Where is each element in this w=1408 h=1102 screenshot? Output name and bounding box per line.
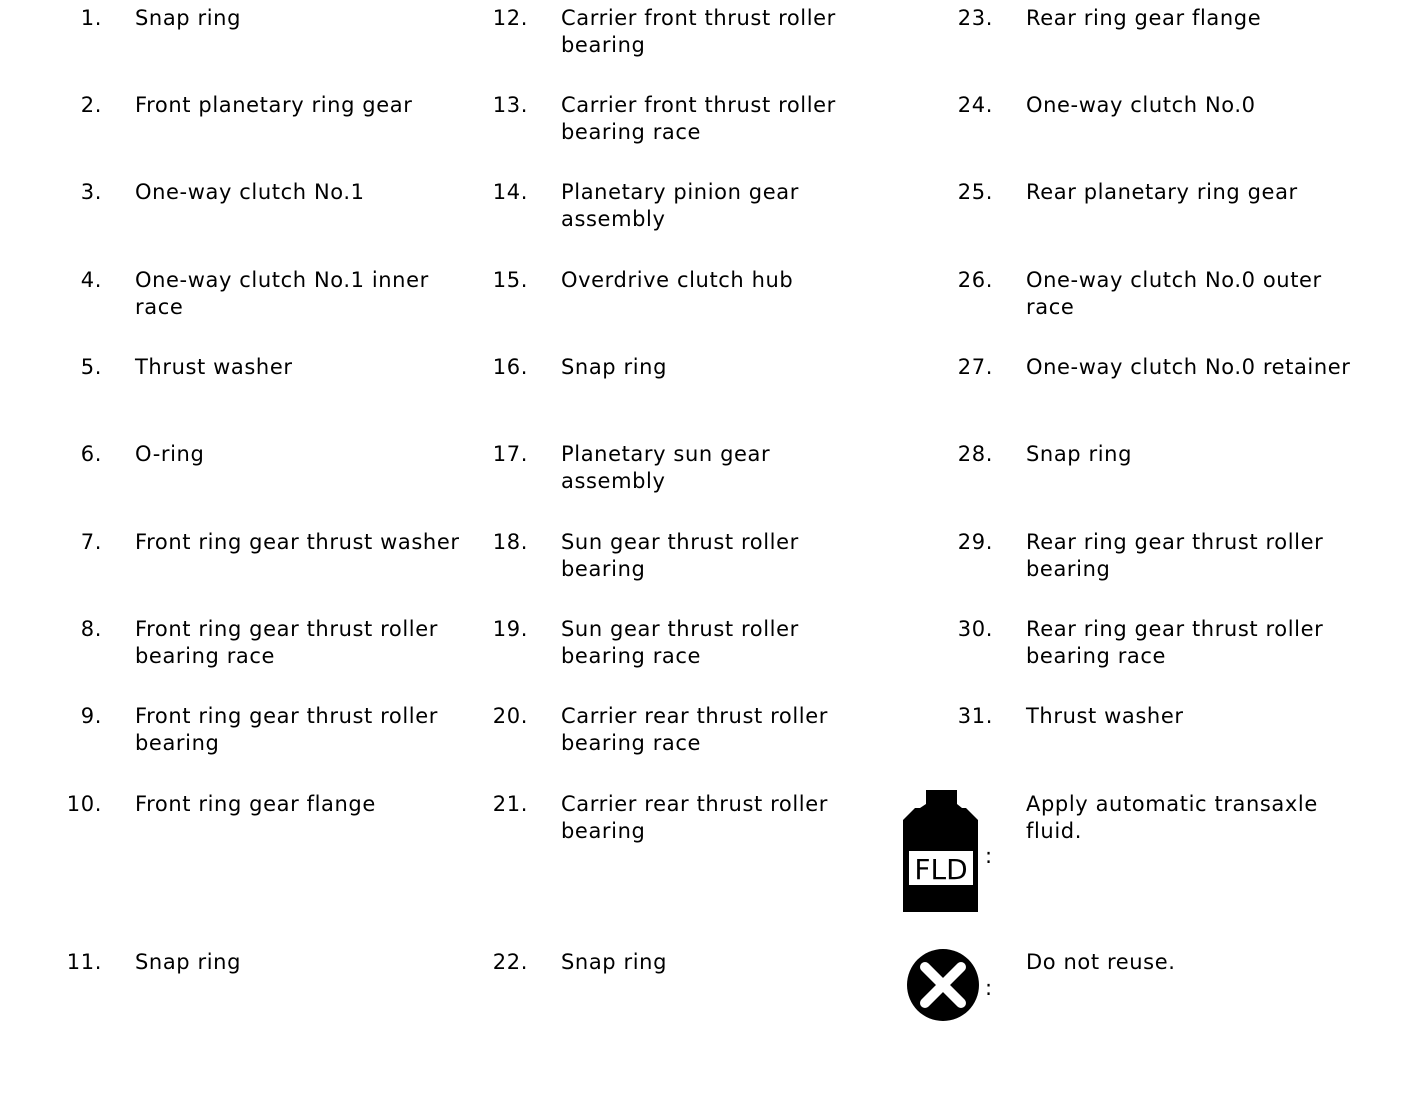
item-label: Front ring gear thrust roller bearing: [135, 704, 438, 755]
item-label: Carrier front thrust roller bearing: [561, 6, 836, 57]
item-label: Rear ring gear thrust roller bearing race: [1026, 617, 1324, 668]
item-label: Rear ring gear flange: [1026, 6, 1262, 30]
item-label: Overdrive clutch hub: [561, 268, 794, 292]
item-number: 7.: [80, 530, 102, 554]
item-label: Rear planetary ring gear: [1026, 180, 1298, 204]
item-label: Planetary pinion gear assembly: [561, 180, 799, 231]
item-number: 17.: [492, 442, 528, 466]
item-label: Front planetary ring gear: [135, 93, 413, 117]
item-number: 10.: [66, 792, 102, 816]
item-label: One-way clutch No.1 inner race: [135, 268, 429, 319]
item-label: Rear ring gear thrust roller bearing: [1026, 530, 1324, 581]
item-label: Snap ring: [135, 950, 242, 974]
item-number: 12.: [492, 6, 528, 30]
item-number: 23.: [957, 6, 993, 30]
item-number: 31.: [957, 704, 993, 728]
item-number: 25.: [957, 180, 993, 204]
item-number: 16.: [492, 355, 528, 379]
item-number: 21.: [492, 792, 528, 816]
item-label: Sun gear thrust roller bearing: [561, 530, 799, 581]
item-number: 29.: [957, 530, 993, 554]
symbol-colon: :: [985, 976, 993, 1000]
item-number: 20.: [492, 704, 528, 728]
symbol-colon: :: [985, 844, 993, 868]
item-number: 30.: [957, 617, 993, 641]
item-number: 5.: [80, 355, 102, 379]
item-number: 6.: [80, 442, 102, 466]
item-number: 4.: [80, 268, 102, 292]
symbol-no-reuse-row: [0, 944, 1408, 1034]
item-label: Front ring gear thrust roller bearing race: [135, 617, 438, 668]
fluid-bottle-icon-text: FLD: [914, 853, 968, 886]
item-label: One-way clutch No.0 retainer: [1026, 355, 1351, 379]
item-label: One-way clutch No.1: [135, 180, 365, 204]
item-label: Snap ring: [135, 6, 242, 30]
item-number: 14.: [492, 180, 528, 204]
symbol-label: Apply automatic transaxle fluid.: [1026, 792, 1318, 843]
item-label: Front ring gear flange: [135, 792, 376, 816]
item-number: 15.: [492, 268, 528, 292]
item-number: 13.: [492, 93, 528, 117]
item-number: 8.: [80, 617, 102, 641]
item-label: One-way clutch No.0: [1026, 93, 1256, 117]
item-number: 11.: [66, 950, 102, 974]
item-number: 27.: [957, 355, 993, 379]
item-number: 2.: [80, 93, 102, 117]
item-label: Front ring gear thrust washer: [135, 530, 460, 554]
item-label: Snap ring: [561, 355, 668, 379]
item-label: Planetary sun gear assembly: [561, 442, 771, 493]
item-number: 9.: [80, 704, 102, 728]
symbol-label: Do not reuse.: [1026, 950, 1176, 974]
item-number: 24.: [957, 93, 993, 117]
item-number: 19.: [492, 617, 528, 641]
no-reuse-icon: [905, 947, 981, 1023]
item-label: Snap ring: [561, 950, 668, 974]
item-label: Snap ring: [1026, 442, 1133, 466]
item-label: Carrier rear thrust roller bearing: [561, 792, 828, 843]
item-number: 18.: [492, 530, 528, 554]
item-label: O-ring: [135, 442, 205, 466]
item-label: Thrust washer: [1026, 704, 1184, 728]
item-number: 3.: [80, 180, 102, 204]
item-label: Thrust washer: [135, 355, 293, 379]
item-label: Sun gear thrust roller bearing race: [561, 617, 799, 668]
symbol-fluid-row: [0, 786, 1408, 916]
item-label: Carrier front thrust roller bearing race: [561, 93, 836, 144]
item-number: 26.: [957, 268, 993, 292]
item-number: 22.: [492, 950, 528, 974]
item-number: 28.: [957, 442, 993, 466]
item-number: 1.: [80, 6, 102, 30]
item-label: Carrier rear thrust roller bearing race: [561, 704, 828, 755]
item-label: One-way clutch No.0 outer race: [1026, 268, 1322, 319]
fluid-bottle-icon: [902, 790, 982, 912]
